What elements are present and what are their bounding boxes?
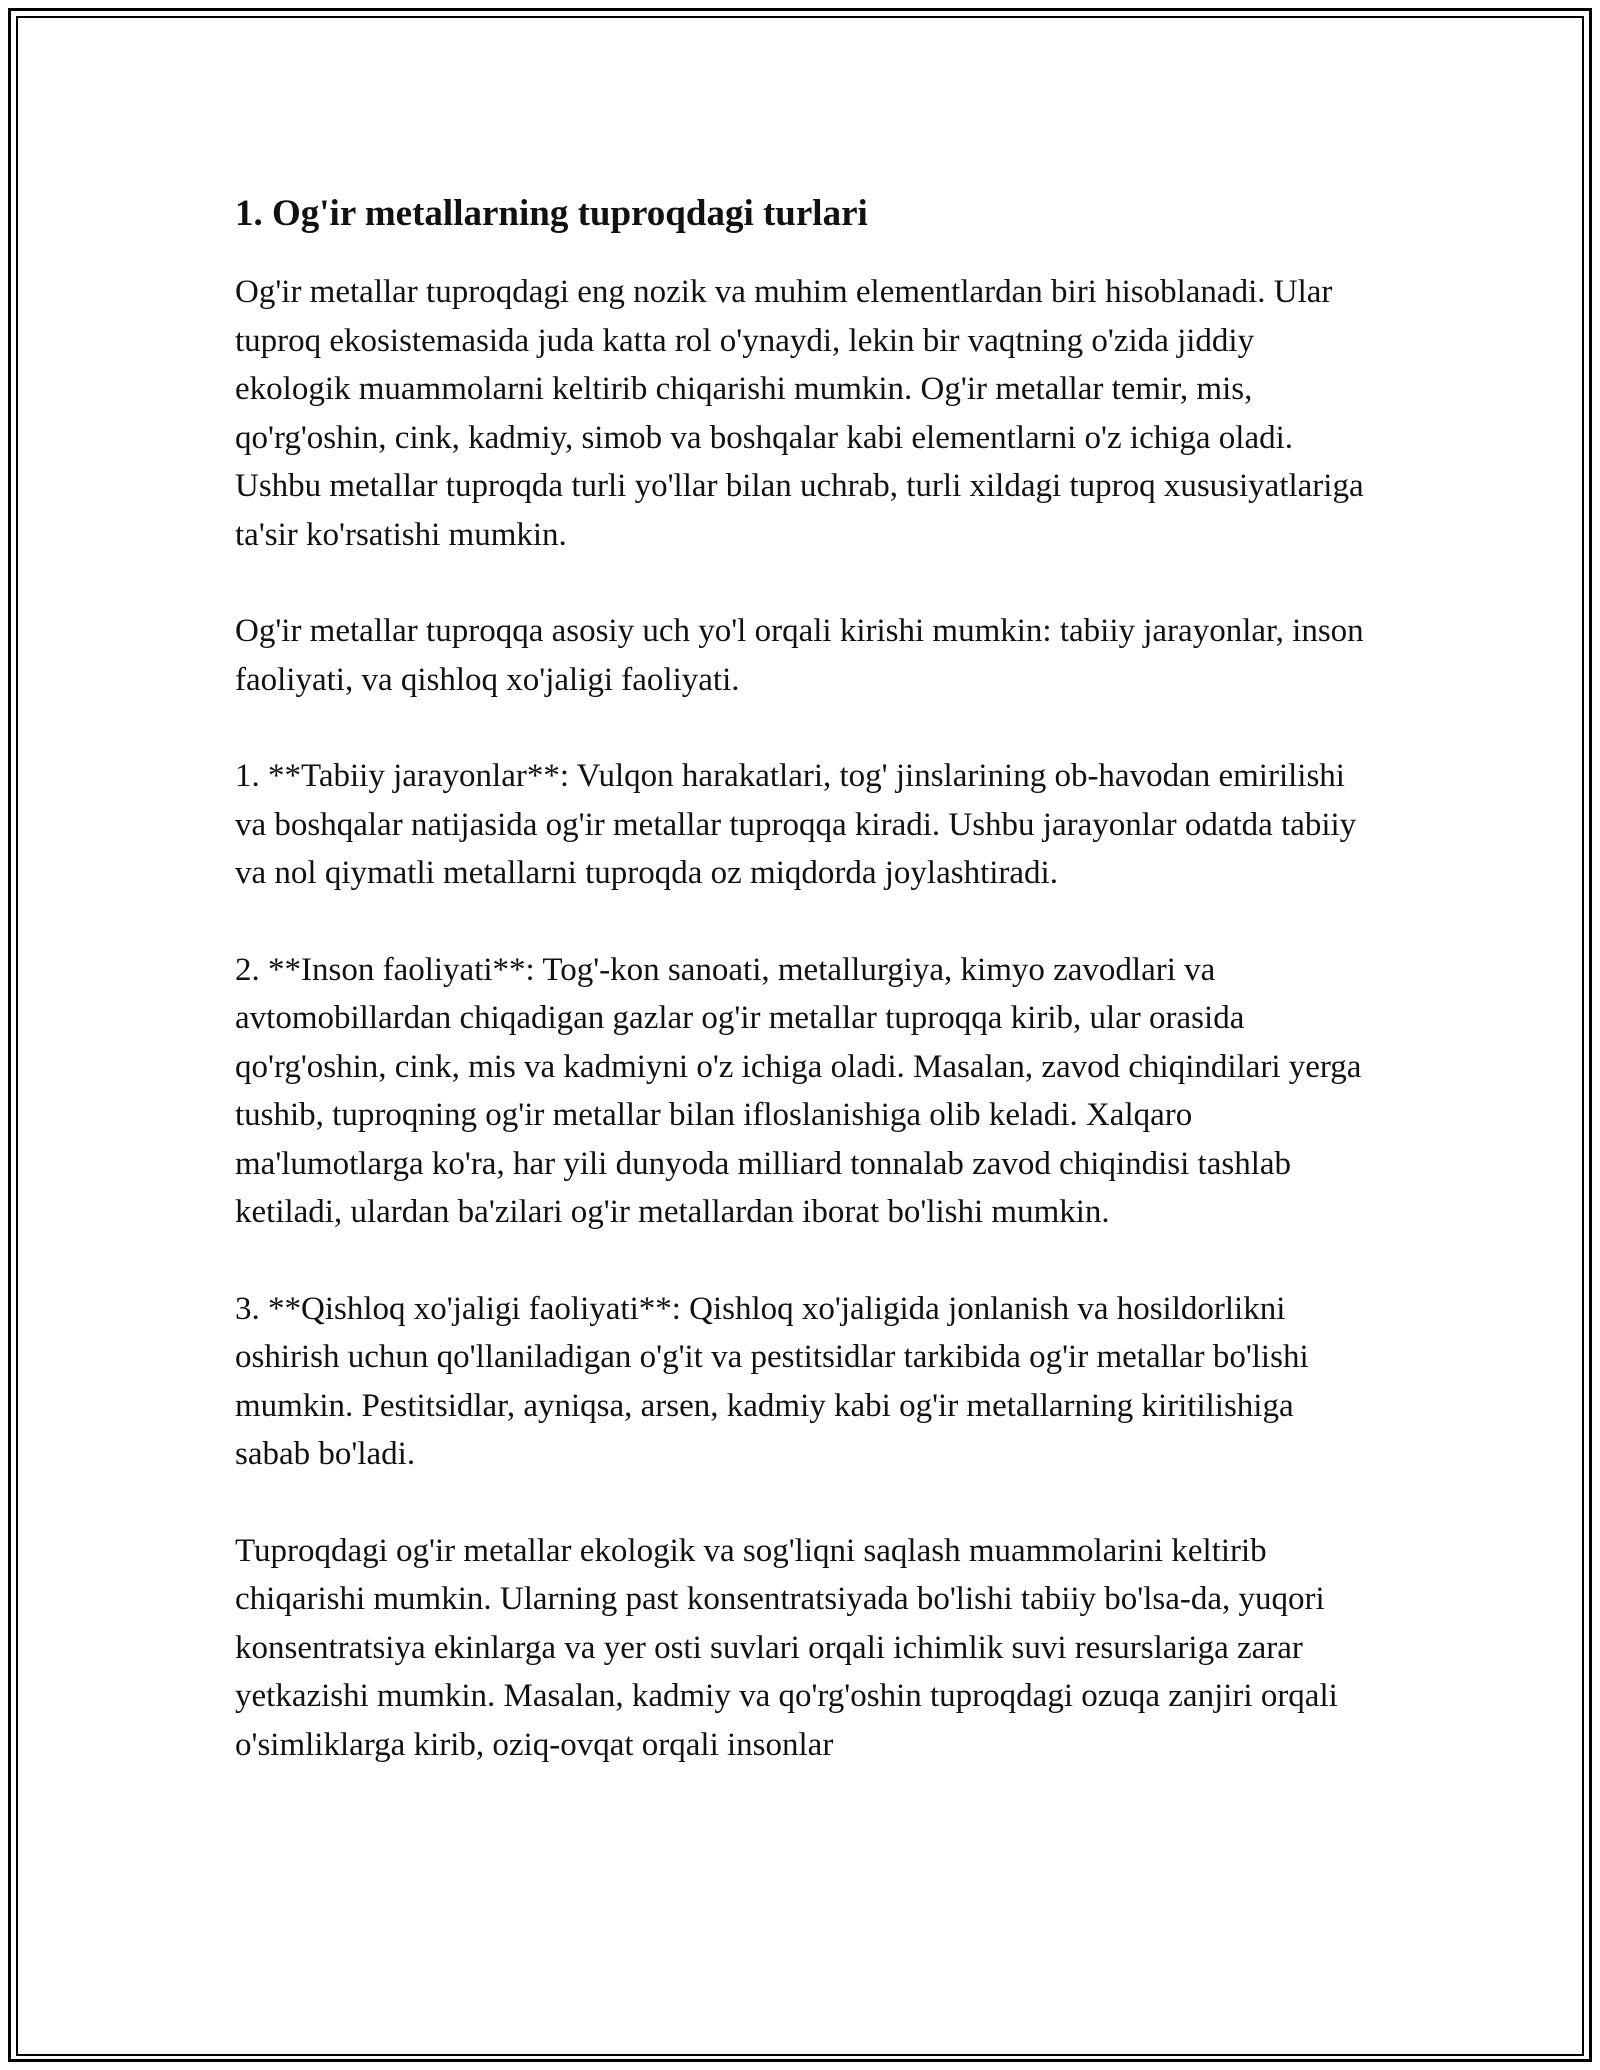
- paragraph-natural-processes: 1. **Tabiiy jarayonlar**: Vulqon harakatlari, tog' jinslarining ob-havodan emirilishi va boshqalar natijasida og'ir metallar tuproqqa kiradi. Ushbu jarayonlar odatda tabiiy va nol qiymatli metallarni tuproqda oz miqdorda joylashtiradi.: [235, 758, 1357, 891]
- paragraph-human-activity: 2. **Inson faoliyati**: Tog'-kon sanoati, metallurgiya, kimyo zavodlari va avtomobillardan chiqadigan gazlar og'ir metallar tuproqqa kirib, ular orasida qo'rg'oshin, cink, mis va kadmiyni o'z ichiga oladi. Masalan, zavod chiqindilari yerga tushib, tuproqning og'ir metallar bilan ifloslanishiga olib keladi. Xalqaro ma'lumotlarga ko'ra, har yili dunyoda milliard tonnalab zavod chiqindisi tashlab ketiladi, ulardan ba'zilari og'ir metallardan iborat bo'lishi mumkin.: [235, 951, 1362, 1230]
- document-body: [235, 188, 1375, 1769]
- paragraph-agriculture: 3. **Qishloq xo'jaligi faoliyati**: Qishloq xo'jaligida jonlanish va hosildorlikni oshirish uchun qo'llaniladigan o'g'it va pestitsidlar tarkibida og'ir metallar bo'lishi mumkin. Pestitsidlar, ayniqsa, arsen, kadmiy kabi og'ir metallarning kiritilishiga sabab bo'ladi.: [235, 1290, 1309, 1472]
- section-heading: 1. Og'ir metallarning tuproqdagi turlari: [235, 193, 868, 234]
- paragraph-intro: Og'ir metallar tuproqdagi eng nozik va muhim elementlardan biri hisoblanadi. Ular tuproq ekosistemasida juda katta rol o'ynaydi, lekin bir vaqtning o'zida jiddiy ekologik muammolarni keltirib chiqarishi mumkin. Og'ir metallar temir, mis, qo'rg'oshin, cink, kadmiy, simob va boshqalar kabi elementlarni o'z ichiga oladi. Ushbu metallar tuproqda turli yo'llar bilan uchrab, turli xildagi tuproq xususiyatlariga ta'sir ko'rsatishi mumkin.: [235, 274, 1364, 553]
- paragraph-impacts: Tuproqdagi og'ir metallar ekologik va sog'liqni saqlash muammolarini keltirib chiqarishi mumkin. Ularning past konsentratsiyada bo'lishi tabiiy bo'lsa-da, yuqori konsentratsiya ekinlarga va yer osti suvlari orqali ichimlik suvi resurslariga zarar yetkazishi mumkin. Masalan, kadmiy va qo'rg'oshin tuproqdagi ozuqa zanjiri orqali o'simliklarga kirib, oziq-ovqat orqali insonlar: [235, 1532, 1338, 1763]
- paragraph-pathways: Og'ir metallar tuproqqa asosiy uch yo'l orqali kirishi mumkin: tabiiy jarayonlar, inson faoliyati, va qishloq xo'jaligi faoliyati.: [235, 613, 1364, 698]
